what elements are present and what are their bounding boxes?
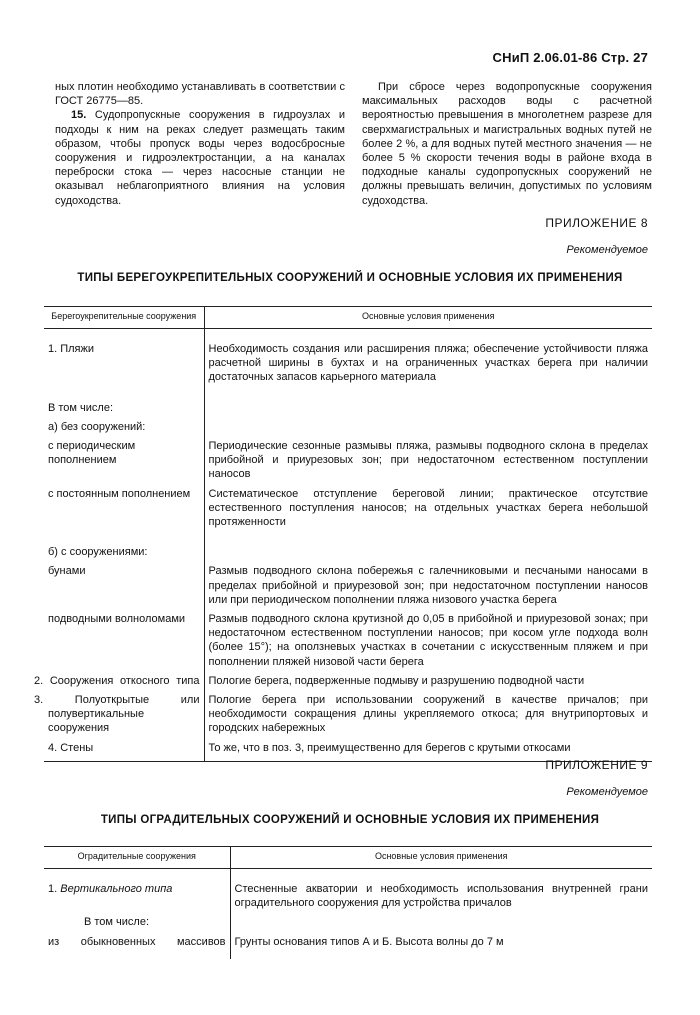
condition-text: Необходимость создания или расширения пляжа; обеспечение устойчивости пляжа расчетной ширины в бухтах и на ограниченных участках берега при наличии достаточных запасов карьерного материала xyxy=(208,343,648,384)
paragraph-item-15 xyxy=(55,108,345,207)
table-row xyxy=(44,610,652,672)
condition-text: Размыв подводного склона побережья с галечниковыми и песчаными наносами в пределах прибойной и приурезовой зон; при недостаточном поступлении наносов или при периодическом пополнении пляжа низового участка берега xyxy=(208,565,648,606)
paragraph: При сбросе через водопропускные сооружения максимальных расходов воды с расчетной вероятностью превышения в многолетнем разрезе для сверхмагистральных и магистральных водных путей не более 2 %, а для водных путей местного значения — не более 5 % скорости течения воды в районе входа в подходные каналы судопропускных сооружений не должны превышать величин, допустимых по условиям судоходства. xyxy=(362,81,652,207)
table-row xyxy=(44,418,652,437)
structure-name: б) с сооружениями: xyxy=(44,543,204,562)
structure-name: 4. Стены xyxy=(44,739,204,762)
structure-name xyxy=(44,880,230,913)
structure-name: 2. Сооружения откосного типа xyxy=(44,672,204,691)
table-row xyxy=(44,672,652,691)
table-row xyxy=(44,437,652,485)
appendix-8-table xyxy=(34,306,652,762)
table-row xyxy=(44,340,652,388)
condition-text: Пологие берега, подверженные подмыву и разрушению подводной части xyxy=(208,674,585,687)
table-row xyxy=(44,913,652,932)
structure-name: В том числе: xyxy=(44,399,204,418)
item-number: 15. xyxy=(71,109,87,122)
structure-name: 1. Пляжи xyxy=(44,340,204,388)
table-header-row xyxy=(44,307,652,329)
condition-text: Пологие берега при использовании сооружений в качестве причалов; при необходимости сокращения длины укрепляемого откоса; для внутрипортовых и городских набережных xyxy=(208,694,648,735)
column-header: Основные условия применения xyxy=(204,307,652,329)
condition-text: Грунты основания типов А и Б. Высота волны до 7 м xyxy=(234,935,504,948)
condition-text: Размыв подводного склона крутизной до 0,05 в прибойной и приурезовой зонах; при недостаточном естественном поступлении наносов; при косом угле подхода волн (более 15°); на оползневых участках в сочетании с искусственным пляжем и при пополнении пляжей низовой части берега xyxy=(208,613,648,668)
structure-name: подводными волноломами xyxy=(44,610,204,672)
table-row xyxy=(44,485,652,533)
page-header: СНиП 2.06.01-86 Стр. 27 xyxy=(492,50,648,65)
item-number: 1. xyxy=(48,883,58,895)
condition-text: То же, что в поз. 3, преимущественно для берегов с крутыми откосами xyxy=(204,739,652,762)
table-row xyxy=(44,691,652,739)
table-row xyxy=(44,933,652,959)
table-row xyxy=(44,399,652,418)
structure-type: Вертикального типа xyxy=(60,883,173,895)
appendix-9-status: Рекомендуемое xyxy=(566,786,648,798)
appendix-8-status: Рекомендуемое xyxy=(566,244,648,256)
paragraph-text: Судопропускные сооружения в гидроузлах и подходы к ним на реках следует размещать таким образом, чтобы пропуск воды через водосбросные сооружения и гидроэлектростанции, а на каналах переброски стока — через насосные станции не оказывал неблагоприятного влияния на условия судоходства. xyxy=(55,109,345,207)
structure-name: из обыкновенных массивов xyxy=(44,933,230,959)
right-text-column xyxy=(362,80,652,208)
structure-name: 3. Полуоткрытые или полувертикальные сооружения xyxy=(44,691,204,739)
appendix-8-title: ТИПЫ БЕРЕГОУКРЕПИТЕЛЬНЫХ СООРУЖЕНИЙ И ОСНОВНЫЕ УСЛОВИЯ ИХ ПРИМЕНЕНИЯ xyxy=(77,272,623,284)
appendix-8-label: ПРИЛОЖЕНИЕ 8 xyxy=(545,216,648,230)
structure-name: бунами xyxy=(44,562,204,610)
appendix-9-label: ПРИЛОЖЕНИЕ 9 xyxy=(545,758,648,772)
appendix-9-title: ТИПЫ ОГРАДИТЕЛЬНЫХ СООРУЖЕНИЙ И ОСНОВНЫЕ УСЛОВИЯ ИХ ПРИМЕНЕНИЯ xyxy=(100,814,600,826)
table-header-row xyxy=(44,847,652,869)
structure-name: с постоянным пополнением xyxy=(44,485,204,533)
table-row xyxy=(44,543,652,562)
structure-name: В том числе: xyxy=(44,913,230,932)
paragraph: ных плотин необходимо устанавливать в соответствии с ГОСТ 26775—85. xyxy=(55,81,345,108)
column-header: Оградительные сооружения xyxy=(44,847,230,869)
condition-text: Систематическое отступление береговой линии; практическое отсутствие естественного поступления наносов; на отдельных участках берега небольшой протяженности xyxy=(208,487,648,529)
left-text-column xyxy=(55,80,345,208)
structure-name: а) без сооружений: xyxy=(44,418,204,437)
table-row xyxy=(44,880,652,913)
appendix-9-table xyxy=(44,846,652,959)
condition-text: Периодические сезонные размывы пляжа, размывы подводного склона в пределах прибойной и приурезовых зон; при недостаточном естественном поступлении наносов xyxy=(208,440,648,481)
structure-name: с периодическим пополнением xyxy=(44,437,204,485)
condition-text: Стесненные акватории и необходимость использования внутренней грани оградительного сооружения для устройства причалов xyxy=(234,883,648,910)
column-header: Берегоукрепительные сооружения xyxy=(44,307,204,329)
column-header: Основные условия применения xyxy=(230,847,652,869)
table-row xyxy=(44,562,652,610)
